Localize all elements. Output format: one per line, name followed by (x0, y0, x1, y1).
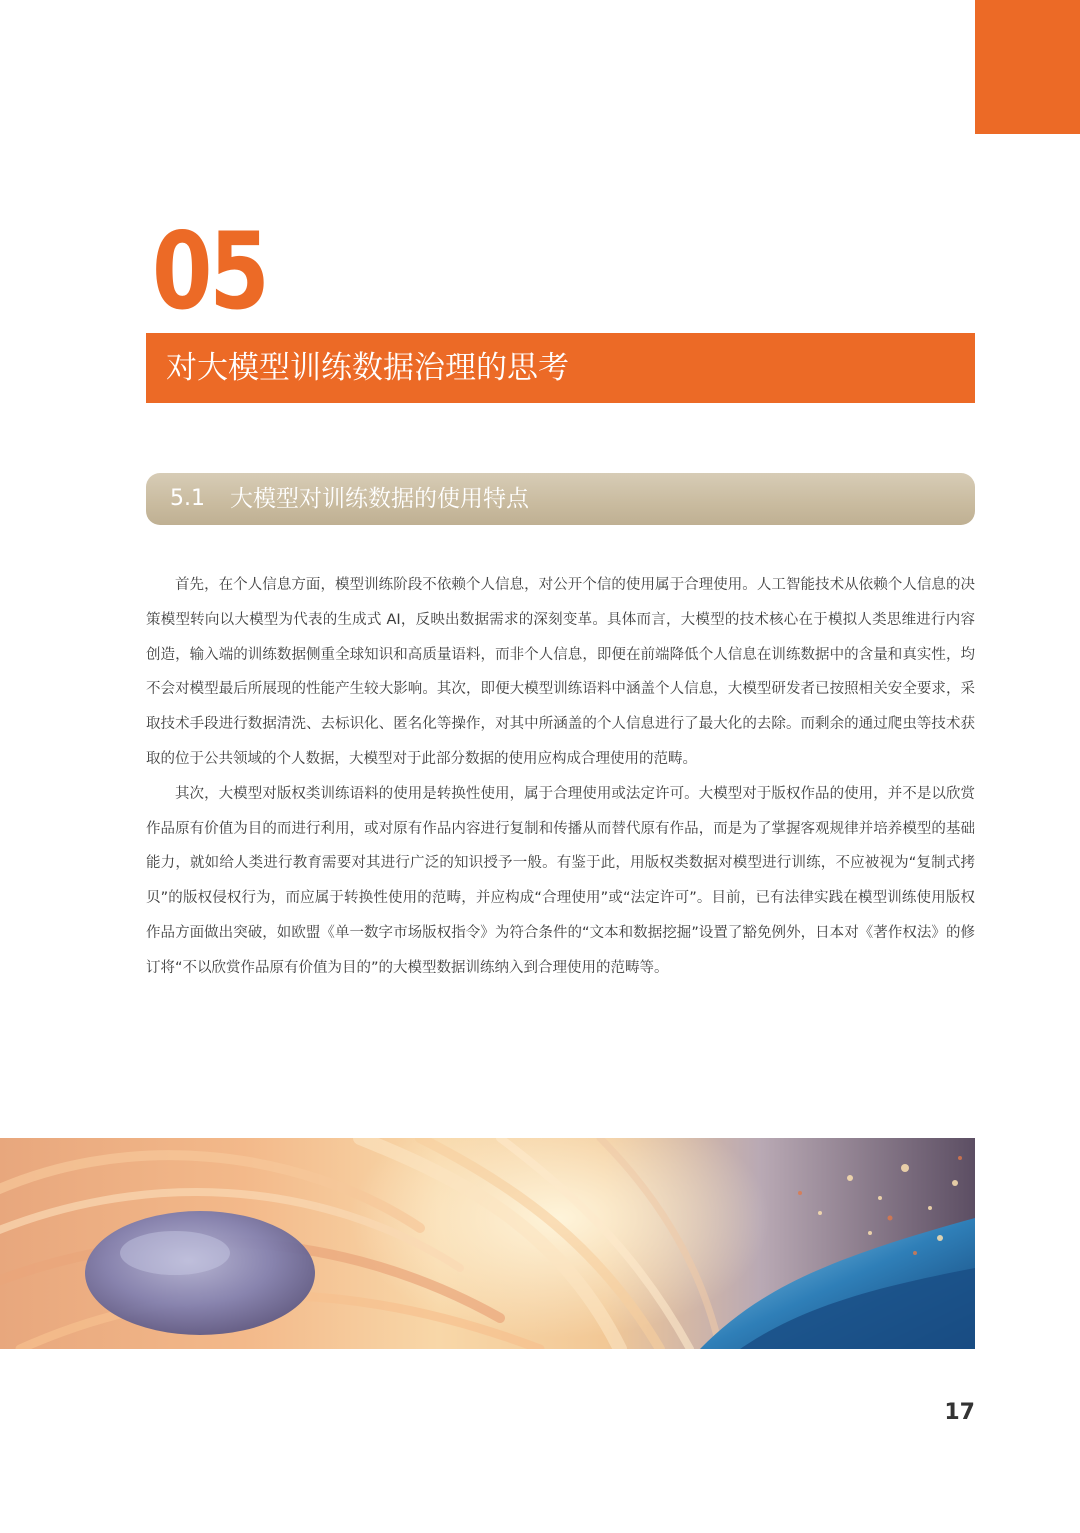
chapter-title: 对大模型训练数据治理的思考 (166, 350, 569, 386)
body-text (146, 568, 975, 986)
section-number: 5.1 (170, 486, 205, 511)
page-number: 17 (944, 1400, 975, 1425)
chapter-title-banner (146, 333, 975, 403)
section-title: 大模型对训练数据的使用特点 (230, 486, 529, 512)
chapter-number: 05 (152, 210, 267, 333)
section-heading-banner (146, 473, 975, 525)
paragraph-copyright: 其次，大模型对版权类训练语料的使用是转换性使用，属于合理使用或法定许可。大模型对于版权作品的使用，并不是以欣赏作品原有价值为目的而进行利用，或对原有作品内容进行复制和传播从而替代原有作品，而是为了掌握客观规律并培养模型的基础能力，就如给人类进行教育需要对其进行广泛的知识授予一般。有鉴于此，用版权类数据对模型进行训练，不应被视为“复制式拷贝”的版权侵权行为，而应属于转换性使用的范畴，并应构成“合理使用”或“法定许可”。目前，已有法律实践在模型训练使用版权作品方面做出突破，如欧盟《单一数字市场版权指令》为符合条件的“文本和数据挖掘”设置了豁免例外，日本对《著作权法》的修订将“不以欣赏作品原有价值为目的”的大模型数据训练纳入到合理使用的范畴等。 (146, 785, 975, 976)
cosmic-swirl-illustration (0, 1138, 975, 1349)
paragraph-personal-information: 首先，在个人信息方面，模型训练阶段不依赖个人信息，对公开个信的使用属于合理使用。人工智能技术从依赖个人信息的决策模型转向以大模型为代表的生成式 AI，反映出数据需求的深刻变革。具体而言，大模型的技术核心在于模拟人类思维进行内容创造，输入端的训练数据侧重全球知识和高质量语料，而非个人信息，即便在前端降低个人信息在训练数据中的含量和真实性，均不会对模型最后所展现的性能产生较大影响。其次，即便大模型训练语料中涵盖个人信息，大模型研发者已按照相关安全要求，采取技术手段进行数据清洗、去标识化、匿名化等操作，对其中所涵盖的个人信息进行了最大化的去除。而剩余的通过爬虫等技术获取的位于公共领域的个人数据，大模型对于此部分数据的使用应构成合理使用的范畴。 (146, 577, 975, 767)
corner-accent-block (975, 0, 1080, 134)
